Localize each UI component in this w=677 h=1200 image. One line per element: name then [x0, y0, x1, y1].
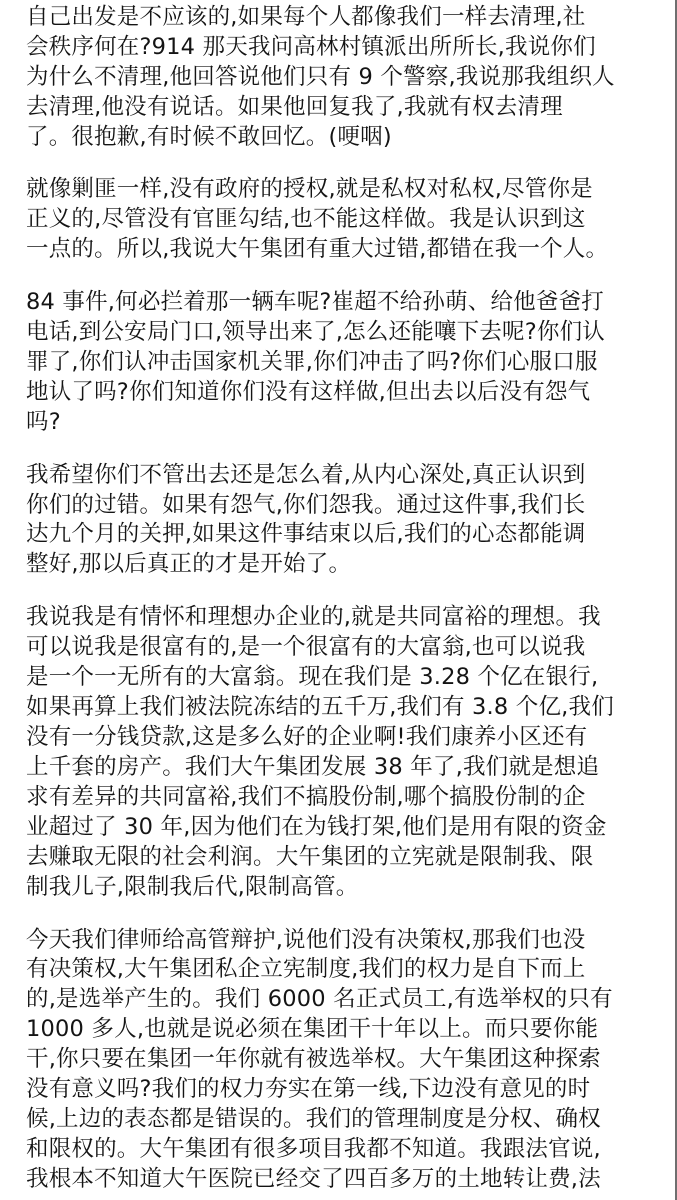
- text-line: 会秩序何在?914 那天我问高林村镇派出所所长,我说你们: [26, 33, 596, 60]
- text-line: 罪了,你们认冲击国家机关罪,你们冲击了吗?你们心服口服: [26, 348, 598, 375]
- text-line: 业超过了 30 年,因为他们在为钱打架,他们是用有限的资金: [26, 813, 607, 840]
- text-line: 了。很抱歉,有时候不敢回忆。(哽咽): [26, 123, 392, 150]
- text-line: 去赚取无限的社会利润。大午集团的立宪就是限制我、限: [26, 843, 594, 870]
- text-line: 和限权的。大午集团有很多项目我都不知道。我跟法官说,: [26, 1136, 601, 1163]
- text-line: 求有差异的共同富裕,我们不搞股份制,哪个搞股份制的企: [26, 783, 586, 810]
- text-line: 电话,到公安局门口,领导出来了,怎么还能嚷下去呢?你们认: [26, 318, 605, 345]
- text-line: 就像剿匪一样,没有政府的授权,就是私权对私权,尽管你是: [26, 176, 593, 203]
- text-line: 制我儿子,限制我后代,限制高管。: [26, 873, 359, 900]
- text-line: 84 事件,何必拦着那一辆车呢?崔超不给孙萌、给他爸爸打: [26, 289, 604, 316]
- text-line: 达九个月的关押,如果这件事结束以后,我们的心态都能调: [26, 521, 586, 548]
- text-line: 你们的过错。如果有怨气,你们怨我。通过这件事,我们长: [26, 491, 586, 518]
- text-line: 自己出发是不应该的,如果每个人都像我们一样去清理,社: [26, 3, 586, 30]
- text-line: 吗?: [26, 408, 61, 435]
- text-line: 我根本不知道大午医院已经交了四百多万的土地转让费,法: [26, 1166, 601, 1192]
- text-line: 去清理,他没有说话。如果他回复我了,我就有权去清理: [26, 93, 563, 120]
- text-line: 我说我是有情怀和理想办企业的,就是共同富裕的理想。我: [26, 604, 601, 631]
- text-line: 可以说我是很富有的,是一个很富有的大富翁,也可以说我: [26, 634, 586, 661]
- text-line: 为什么不清理,他回答说他们只有 9 个警察,我说那我组织人: [26, 63, 615, 90]
- text-line: 干,你只要在集团一年你就有被选举权。大午集团这种探索: [26, 1046, 601, 1073]
- text-line: 的,是选举产生的。我们 6000 名正式员工,有选举权的只有: [26, 986, 613, 1013]
- text-line: 上千套的房产。我们大午集团发展 38 年了,我们就是想追: [26, 753, 600, 780]
- text-line: 没有一分钱贷款,这是多么好的企业啊!我们康养小区还有: [26, 723, 588, 750]
- text-line: 候,上边的表态都是错误的。我们的管理制度是分权、确权: [26, 1106, 601, 1133]
- text-line: 没有意义吗?我们的权力夯实在第一线,下边没有意见的时: [26, 1076, 591, 1103]
- text-line: 有决策权,大午集团私企立宪制度,我们的权力是自下而上: [26, 956, 586, 983]
- text-line: 1000 多人,也就是说必须在集团干十年以上。而只要你能: [26, 1016, 599, 1043]
- text-line: 我希望你们不管出去还是怎么着,从内心深处,真正认识到: [26, 461, 586, 488]
- text-line: 正义的,尽管没有官匪勾结,也不能这样做。我是认识到这: [26, 206, 586, 233]
- text-line: 整好,那以后真正的才是开始了。: [26, 551, 352, 578]
- text-line: 如果再算上我们被法院冻结的五千万,我们有 3.8 个亿,我们: [26, 694, 614, 721]
- text-line: 今天我们律师给高管辩护,说他们没有决策权,那我们也没: [26, 926, 586, 953]
- text-line: 是一个一无所有的大富翁。现在我们是 3.28 个亿在银行,: [26, 664, 599, 691]
- text-line: 地认了吗?你们知道你们没有这样做,但出去以后没有怨气: [26, 378, 591, 405]
- text-line: 一点的。所以,我说大午集团有重大过错,都错在我一个人。: [26, 236, 609, 263]
